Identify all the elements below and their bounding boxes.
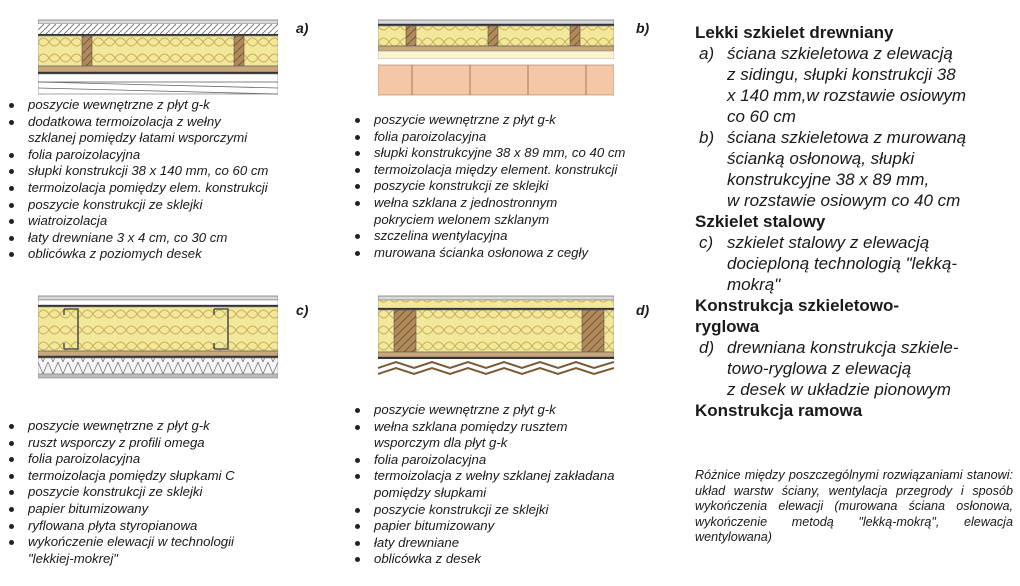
section-d-drawing bbox=[378, 290, 614, 390]
heading-post-and-beam: Konstrukcja szkieletowo- ryglowa bbox=[695, 296, 900, 336]
legend-item: murowana ścianka osłonowa z cegły bbox=[350, 245, 625, 262]
section-b-label: b) bbox=[636, 20, 650, 36]
description-b-text: ściana szkieletowa z murowaną ścianką osłonową, słupki konstrukcyjne 38 x 89 mm, w rozstawie osiowym co 40 cm bbox=[727, 128, 967, 210]
legend-item: poszycie wewnętrzne z płyt g-k bbox=[350, 112, 625, 129]
legend-item: folia paroizolacyjna bbox=[350, 452, 614, 469]
description-b bbox=[695, 127, 1015, 211]
legend-item: ryflowana płyta styropianowa bbox=[4, 518, 235, 535]
legend-item: wełna szklana pomiędzy rusztem bbox=[350, 419, 614, 436]
heading-frame-construction: Konstrukcja ramowa bbox=[695, 401, 863, 420]
legend-item: łaty drewniane bbox=[350, 535, 614, 552]
description-c-text: szkielet stalowy z elewacją docieploną technologią "lekką- mokrą" bbox=[727, 233, 958, 294]
legend-item: poszycie konstrukcji ze sklejki bbox=[350, 178, 625, 195]
legend-item: folia paroizolacyjna bbox=[4, 147, 268, 164]
legend-item: poszycie wewnętrzne z płyt g-k bbox=[350, 402, 614, 419]
legend-item: wykończenie elewacji w technologii bbox=[4, 534, 235, 551]
description-c-key: c) bbox=[699, 233, 714, 252]
heading-light-timber-frame: Lekki szkielet drewniany bbox=[695, 23, 894, 42]
legend-item: łaty drewniane 3 x 4 cm, co 30 cm bbox=[4, 230, 268, 247]
legend-item: papier bitumizowany bbox=[4, 501, 235, 518]
legend-item: poszycie wewnętrzne z płyt g-k bbox=[4, 97, 268, 114]
legend-b bbox=[350, 112, 625, 261]
legend-item: poszycie wewnętrzne z płyt g-k bbox=[4, 418, 235, 435]
legend-item: poszycie konstrukcji ze sklejki bbox=[4, 197, 268, 214]
section-b-drawing bbox=[378, 18, 614, 98]
legend-item: poszycie konstrukcji ze sklejki bbox=[4, 484, 235, 501]
legend-item: wsporczym dla płyt g-k bbox=[374, 435, 508, 451]
differences-note: Różnice między poszczególnymi rozwiązaniami stanowi: układ warstw ściany, wentylacja przegrody i sposób wykończenia elewacji (murowana ściana osłonowa, wykończenie metodą "lekką-mokrą", elewacja wentylowana) bbox=[695, 468, 1013, 544]
description-c bbox=[695, 232, 1015, 295]
legend-item: wełna szklana z jednostronnym bbox=[350, 195, 625, 212]
heading-steel-frame: Szkielet stalowy bbox=[695, 212, 826, 231]
legend-item: słupki konstrukcji 38 x 140 mm, co 60 cm bbox=[4, 163, 268, 180]
legend-item: szklanej pomiędzy łatami wsporczymi bbox=[28, 130, 248, 146]
legend-item: dodatkowa termoizolacja z wełny bbox=[4, 114, 268, 131]
description-a-text: ściana szkieletowa z elewacją z sidingu, słupki konstrukcji 38 x 140 mm,w rozstawie osiowym co 60 cm bbox=[727, 44, 967, 126]
section-a-label: a) bbox=[296, 20, 309, 36]
legend-d bbox=[350, 402, 614, 568]
legend-c bbox=[4, 418, 235, 567]
legend-item: termoizolacja pomiędzy słupkami C bbox=[4, 468, 235, 485]
legend-a bbox=[4, 97, 268, 263]
legend-item: termoizolacja z wełny szklanej zakładana bbox=[350, 468, 614, 485]
legend-item: słupki konstrukcyjne 38 x 89 mm, co 40 cm bbox=[350, 145, 625, 162]
legend-item: oblicówka z desek bbox=[350, 551, 614, 568]
legend-item: oblicówka z poziomych desek bbox=[4, 246, 268, 263]
description-a-key: a) bbox=[699, 44, 715, 63]
description-d-key: d) bbox=[699, 338, 715, 357]
legend-item: folia paroizolacyjna bbox=[4, 451, 235, 468]
legend-item: wiatroizolacja bbox=[4, 213, 268, 230]
legend-item: pomiędzy słupkami bbox=[374, 484, 487, 500]
legend-item: ruszt wsporczy z profili omega bbox=[4, 435, 235, 452]
description-b-key: b) bbox=[699, 128, 715, 147]
legend-item: termoizolacja pomiędzy elem. konstrukcji bbox=[4, 180, 268, 197]
legend-item: "lekkiej-mokrej" bbox=[28, 550, 118, 566]
section-c-drawing bbox=[38, 290, 278, 390]
legend-item: termoizolacja między element. konstrukcji bbox=[350, 162, 625, 179]
description-a bbox=[695, 43, 1015, 127]
description-column bbox=[695, 22, 1015, 421]
legend-item: folia paroizolacyjna bbox=[350, 129, 625, 146]
description-d-text: drewniana konstrukcja szkiele- towo-ryglowa z elewacją z desek w układzie pionowym bbox=[727, 338, 959, 399]
legend-item: szczelina wentylacyjna bbox=[350, 228, 625, 245]
section-c-label: c) bbox=[296, 302, 309, 318]
legend-item: papier bitumizowany bbox=[350, 518, 614, 535]
description-d bbox=[695, 337, 1015, 400]
section-d-label: d) bbox=[636, 302, 650, 318]
section-a-drawing bbox=[38, 18, 278, 98]
legend-item: poszycie konstrukcji ze sklejki bbox=[350, 502, 614, 519]
legend-item: pokryciem welonem szklanym bbox=[374, 211, 550, 227]
